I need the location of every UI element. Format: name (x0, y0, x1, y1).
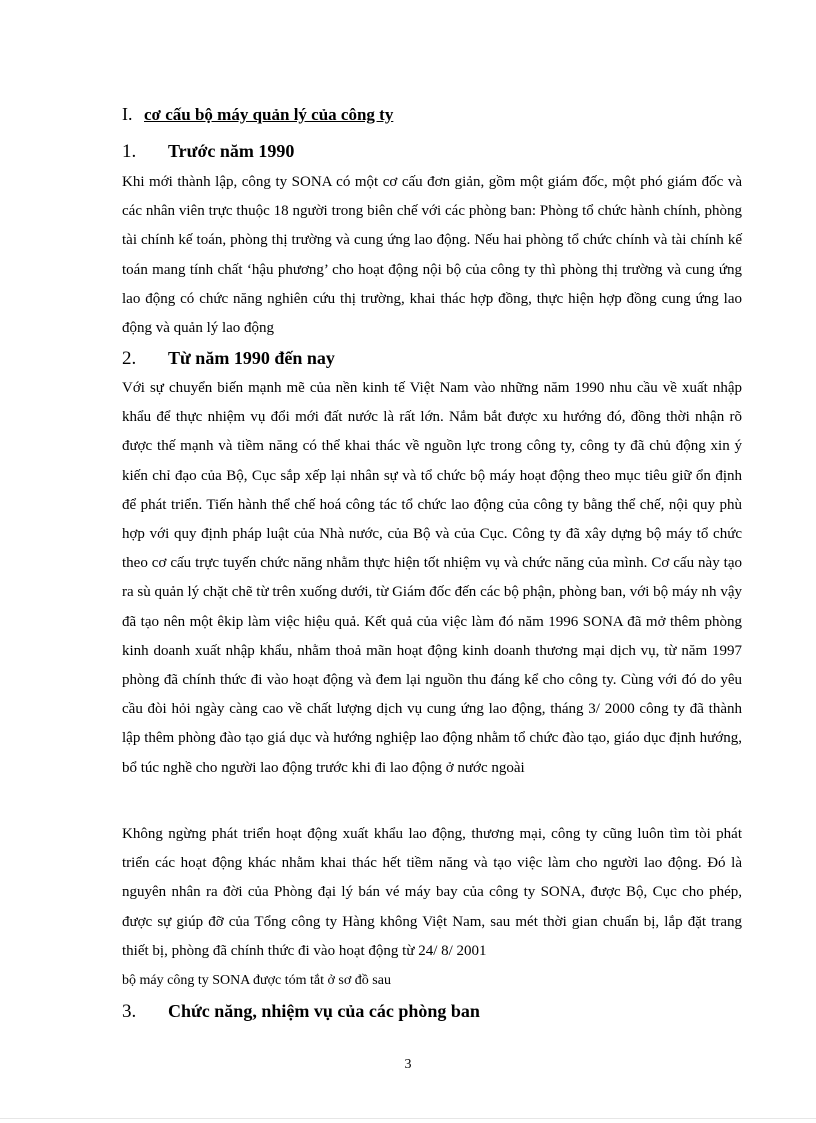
main-heading (122, 104, 393, 125)
section-heading-2 (122, 348, 335, 370)
section-number: 1. (122, 141, 137, 162)
main-heading-title: cơ cấu bộ máy quản lý của công ty (144, 105, 394, 124)
paragraph-diagram-note: bộ máy công ty SONA được tóm tắt ở sơ đồ sau (122, 973, 391, 988)
section-number: 2. (122, 348, 137, 369)
paragraph-development: Không ngừng phát triển hoạt động xuất khẩu lao động, thương mại, công ty cũng luôn tìm tòi phát triển các hoạt động khác nhằm khai thác hết tiềm năng và tạo việc làm cho người lao động. Đó là nguyên nhân ra đời của Phòng đại lý bán vé máy bay của công ty SONA, được Bộ, Cục cho phép, được sự giúp đỡ của Tổng công ty Hàng không Việt Nam, sau mét thời gian chuẩn bị, lắp đặt trang thiết bị, phòng đã chính thức đi vào hoạt động từ 24/ 8/ 2001 (122, 826, 742, 959)
section-heading-3 (122, 1001, 480, 1023)
page-bottom-divider (0, 1118, 816, 1119)
section-number: 3. (122, 1001, 137, 1022)
section-title: Trước năm 1990 (168, 141, 295, 161)
paragraph-since-1990: Với sự chuyển biến mạnh mẽ của nền kinh tế Việt Nam vào những năm 1990 nhu cầu về xuất nhập khẩu để thực nhiệm vụ đổi mới đất nước là rất lớn. Nắm bắt được xu hướng đó, đồng thời nhận rõ được thế mạnh và tiềm năng có thể khai thác về nguồn lực trong công ty, công ty đã chủ động xin ý kiến chỉ đạo của Bộ, Cục sắp xếp lại nhân sự và tổ chức bộ máy hoạt động theo mục tiêu giữ ổn định để phát triển. Tiến hành thể chế hoá công tác tổ chức lao động của công ty bằng thể chế, nội quy phù hợp với quy định pháp luật của Nhà nước, của Bộ và của Cục. Công ty đã xây dựng bộ máy tổ chức theo cơ cấu trực tuyến chức năng nhằm thực hiện tốt nhiệm vụ và chức năng của mình. Cơ cấu này tạo ra sù quản lý chặt chẽ từ trên xuống dưới, từ Giám đốc đến các bộ phận, phòng ban, với bộ máy nh vậy đã tạo nên một êkip làm việc hiệu quả. Kết quả của việc làm đó năm 1996 SONA đã mở thêm phòng kinh doanh xuất nhập khẩu, nhằm thoả mãn hoạt động kinh doanh thương mại dịch vụ, từ năm 1997 phòng đã chính thức đi vào hoạt động và đem lại nguồn thu đáng kể cho công ty. Cùng với đó do yêu cầu đòi hỏi ngày càng cao về chất lượng dịch vụ cung ứng lao động, tháng 3/ 2000 công ty đã thành lập thêm phòng đào tạo giá dục và hướng nghiệp lao động nhằm tổ chức đào tạo, giáo dục định hướng, bổ túc nghề cho người lao động trước khi đi lao động ở nước ngoài (122, 380, 742, 776)
section-title: Từ năm 1990 đến nay (168, 348, 335, 368)
section-heading-1 (122, 141, 294, 163)
main-heading-number: I. (122, 104, 133, 124)
page-number: 3 (404, 1057, 412, 1072)
paragraph-before-1990: Khi mới thành lập, công ty SONA có một cơ cấu đơn giản, gồm một giám đốc, một phó giám đốc và các nhân viên trực thuộc 18 người trong biên chế với các phòng ban: Phòng tổ chức hành chính, phòng tài chính kế toán, phòng thị trường và cung ứng lao động. Nếu hai phòng tổ chức chính và tài chính kế toán mang tính chất ‘hậu phương’ cho hoạt động nội bộ của công ty thì phòng thị trường và cung ứng lao động có chức năng nghiên cứu thị trường, khai thác hợp đồng, thực hiện hợp đồng cung ứng lao động và quản lý lao động (122, 174, 742, 337)
section-title: Chức năng, nhiệm vụ của các phòng ban (168, 1001, 480, 1021)
